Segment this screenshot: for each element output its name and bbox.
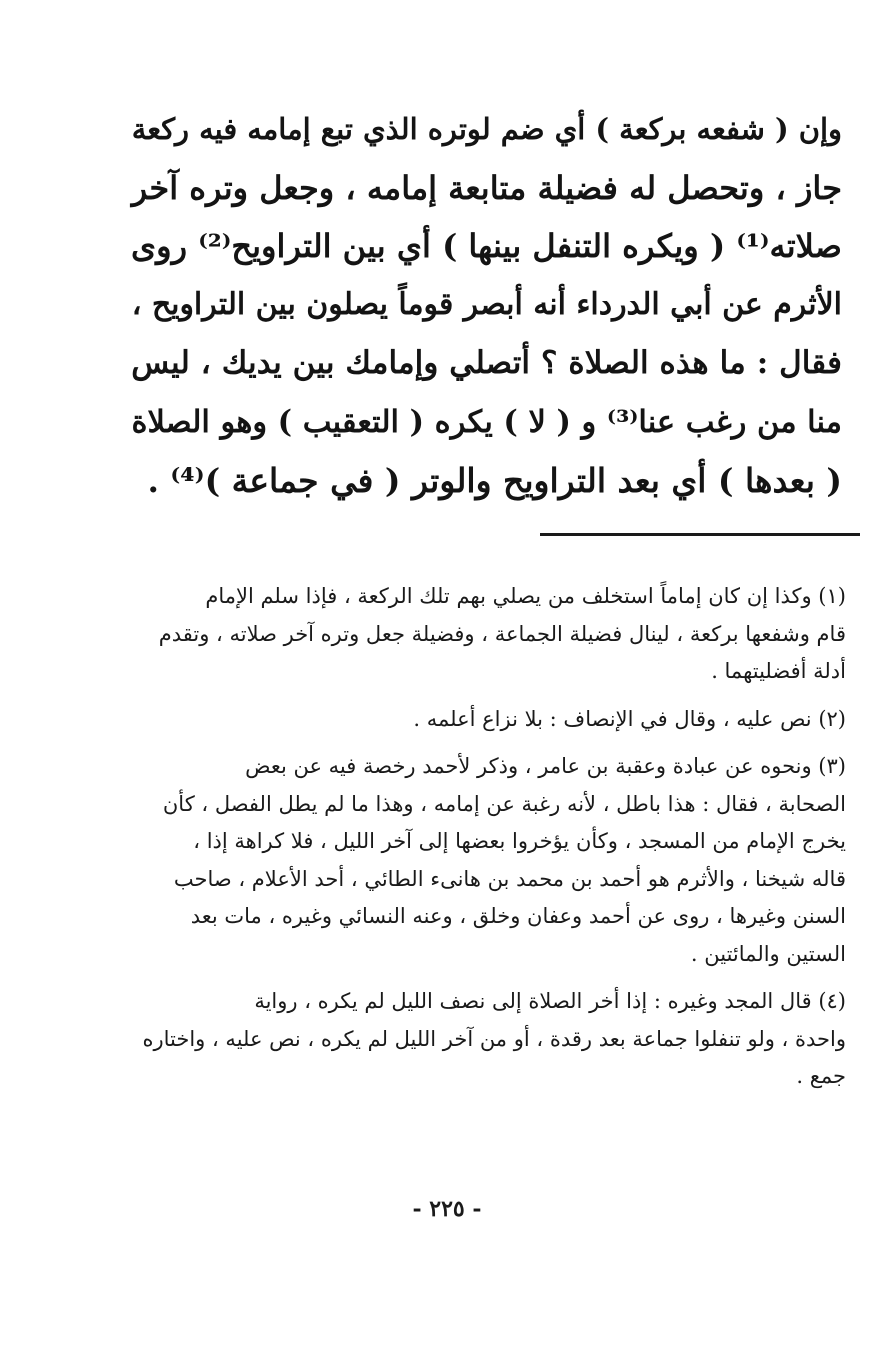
main-text-line: وإن ( شفعه بركعة ) أي ضم لوتره الذي تبع إمامه فيه ركعة (131, 112, 842, 146)
footnote-line: الصحابة ، فقال : هذا باطل ، لأنه رغبة عن إمامه ، وهذا ما لم يطل الفصل ، كأن (162, 791, 846, 816)
main-text-line: جاز ، وتحصل له فضيلة متابعة إمامه ، وجعل وتره آخر (131, 168, 842, 207)
footnote-line: واحدة ، ولو تنفلوا جماعة بعد رقدة ، أو من آخر الليل لم يكره ، نص عليه ، واختاره (142, 1026, 846, 1051)
footnote-line: أدلة أفضليتهما . (711, 659, 846, 683)
main-text-line: فقال : ما هذه الصلاة ؟ أتصلي وإمامك بين يديك ، ليس (131, 345, 842, 382)
footnote-3 (124, 748, 846, 973)
footnote-line: قاله شيخنا ، والأثرم هو أحمد بن محمد بن هانىء الطائي ، أحد الأعلام ، صاحب (173, 866, 846, 891)
main-text-line: صلاته⁽¹⁾ ( ويكره التنفل بينها ) أي بين التراويح⁽²⁾ روى (130, 227, 842, 266)
footnote-line: يخرج الإمام من المسجد ، وكأن يؤخروا بعضها إلى آخر الليل ، فلا كراهة إذا ، (193, 829, 846, 853)
footnote-line: قام وشفعها بركعة ، لينال فضيلة الجماعة ، وفضيلة جعل وتره آخر صلاته ، وتقدم (158, 621, 846, 646)
footnotes (124, 578, 846, 1096)
footnote-line: جمع . (796, 1064, 846, 1088)
footnote-line: (٢) نص عليه ، وقال في الإنصاف : بلا نزاع أعلمه . (413, 706, 846, 731)
footnote-line: السنن وغيرها ، روى عن أحمد وعفان وخلق ، وعنه النسائي وغيره ، مات بعد (190, 904, 846, 928)
footnote-2 (124, 701, 846, 739)
footnote-line: الستين والمائتين . (690, 941, 846, 966)
main-text-line: ( بعدها ) أي بعد التراويح والوتر ( في جماعة )⁽⁴⁾ . (147, 460, 842, 500)
footnote-line: (١) وكذا إن كان إماماً استخلف من يصلي بهم تلك الركعة ، فإذا سلم الإمام (205, 584, 846, 608)
footnote-line: (٤) قال المجد وغيره : إذا أخر الصلاة إلى نصف الليل لم يكره ، رواية (254, 989, 846, 1013)
main-text (124, 100, 842, 510)
main-text-line: منا من رغب عنا⁽³⁾ و ( لا ) يكره ( التعقيب ) وهو الصلاة (131, 403, 842, 440)
page-number: - ٢٢٥ - (412, 1196, 482, 1222)
main-text-line: الأثرم عن أبي الدرداء أنه أبصر قوماً يصلون بين التراويح ، (131, 286, 842, 322)
footnote-separator (540, 533, 860, 536)
footnote-1 (124, 578, 846, 691)
footnote-line: (٣) ونحوه عن عبادة وعقبة بن عامر ، وذكر لأحمد رخصة فيه عن بعض (245, 754, 846, 778)
footnote-4 (124, 983, 846, 1096)
